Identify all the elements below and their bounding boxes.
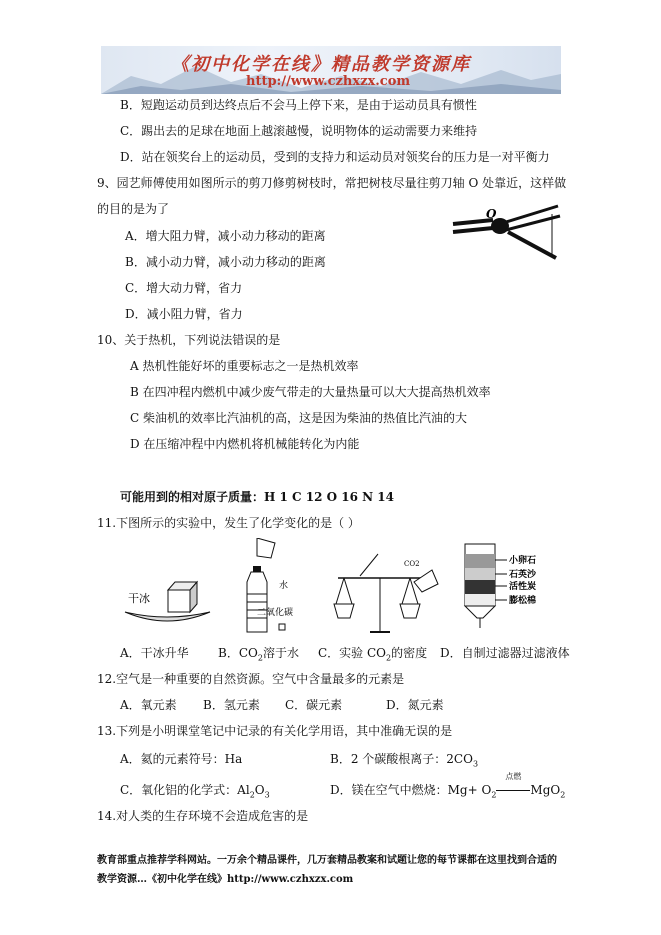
q10-stem: 10、关于热机，下列说法错误的是 xyxy=(97,333,281,347)
filter-figure xyxy=(455,540,565,640)
q12-option-b: B．氢元素 xyxy=(203,698,260,712)
header-title: 《初中化学在线》精品教学资源库 xyxy=(171,54,471,75)
filter-label-2: 石英沙 xyxy=(509,570,537,580)
q10-option-a: A 热机性能好坏的重要标志之一是热机效率 xyxy=(130,359,359,373)
q13-option-c: C．氧化铝的化学式：$Al_2O_3$ xyxy=(120,783,270,800)
q11-option-c: C．实验 $CO_2$的密度 xyxy=(318,646,428,663)
q10-option-c: C 柴油机的效率比汽油机的高，这是因为柴油的热值比汽油的大 xyxy=(130,411,467,425)
q8-option-d: D．站在领奖台上的运动员，受到的支持力和运动员对领奖台的压力是一对平衡力 xyxy=(120,150,550,164)
q12-option-d: D．氮元素 xyxy=(386,698,444,712)
q12-stem: 12.空气是一种重要的自然资源。空气中含量最多的元素是 xyxy=(97,672,405,686)
co2-label: 二氧化碳 xyxy=(257,608,294,618)
q11-stem: 11.下图所示的实验中，发生了化学变化的是（ ） xyxy=(97,516,360,530)
pivot-label: O xyxy=(486,207,497,221)
q8-option-c: C．踢出去的足球在地面上越滚越慢，说明物体的运动需要力来维持 xyxy=(120,124,478,138)
dry-ice-figure xyxy=(120,572,215,632)
water-label: 水 xyxy=(279,581,289,591)
dry-ice-label: 干冰 xyxy=(128,592,150,605)
filter-label-3: 活性炭 xyxy=(509,582,537,592)
q9-option-b: B．减小动力臂，减小动力移动的距离 xyxy=(125,255,326,269)
filter-label-4: 膨松棉 xyxy=(509,596,537,606)
header-url[interactable]: http://www.czhxzx.com xyxy=(246,74,411,89)
q13-stem: 13.下列是小明课堂笔记中记录的有关化学用语，其中准确无误的是 xyxy=(97,724,453,738)
q13-option-b: B．2 个碳酸根离子：$2CO_3$ xyxy=(330,752,479,769)
q11-option-a: A．干冰升华 xyxy=(120,646,189,660)
q9-stem-line2: 的目的是为了 xyxy=(97,202,170,216)
header-banner xyxy=(101,46,561,94)
q8-option-b: B．短跑运动员到达终点后不会马上停下来，是由于运动员具有惯性 xyxy=(120,98,477,112)
q12-option-a: A．氧元素 xyxy=(120,698,177,712)
reaction-condition: 点燃 xyxy=(505,772,522,781)
co2-bottle-figure xyxy=(235,538,325,638)
atomic-masses-note: 可能用到的相对原子质量：H 1 C 12 O 16 N 14 xyxy=(120,490,395,504)
q13-option-a: A．氦的元素符号：Ha xyxy=(120,752,243,766)
q14-stem: 14.对人类的生存环境不会造成危害的是 xyxy=(97,809,309,823)
q9-option-a: A．增大阻力臂，减小动力移动的距离 xyxy=(125,229,326,243)
q13-option-d: D．镁在空气中燃烧：$Mg+ O_2$ 点燃 MgO$_2$ xyxy=(330,772,566,800)
balance-figure xyxy=(330,548,440,638)
co2-small-label: CO2 xyxy=(404,560,420,568)
filter-label-1: 小卵石 xyxy=(509,556,537,566)
footer-line2: 教学资源…《初中化学在线》http://www.czhxzx.com xyxy=(97,874,354,885)
footer-line1: 教育部重点推荐学科网站。一万余个精品课件，几万套精品教案和试题让您的每节课都在这里找到合适的 xyxy=(97,855,557,866)
q10-option-b: B 在四冲程内燃机中减少废气带走的大量热量可以大大提高热机效率 xyxy=(130,385,491,399)
q11-option-b: B．$CO_2$溶于水 xyxy=(218,646,299,663)
q11-option-d: D．自制过滤器过滤液体 xyxy=(440,646,570,660)
q9-option-c: C．增大动力臂，省力 xyxy=(125,281,243,295)
q10-option-d: D 在压缩冲程中内燃机将机械能转化为内能 xyxy=(130,437,360,451)
q9-option-d: D．减小阻力臂，省力 xyxy=(125,307,243,321)
q9-stem-line1: 9、园艺师傅使用如图所示的剪刀修剪树枝时，常把树枝尽量往剪刀轴 O 处靠近，这样做 xyxy=(97,176,567,190)
q12-option-c: C．碳元素 xyxy=(285,698,343,712)
pruning-shears-figure xyxy=(448,198,568,264)
